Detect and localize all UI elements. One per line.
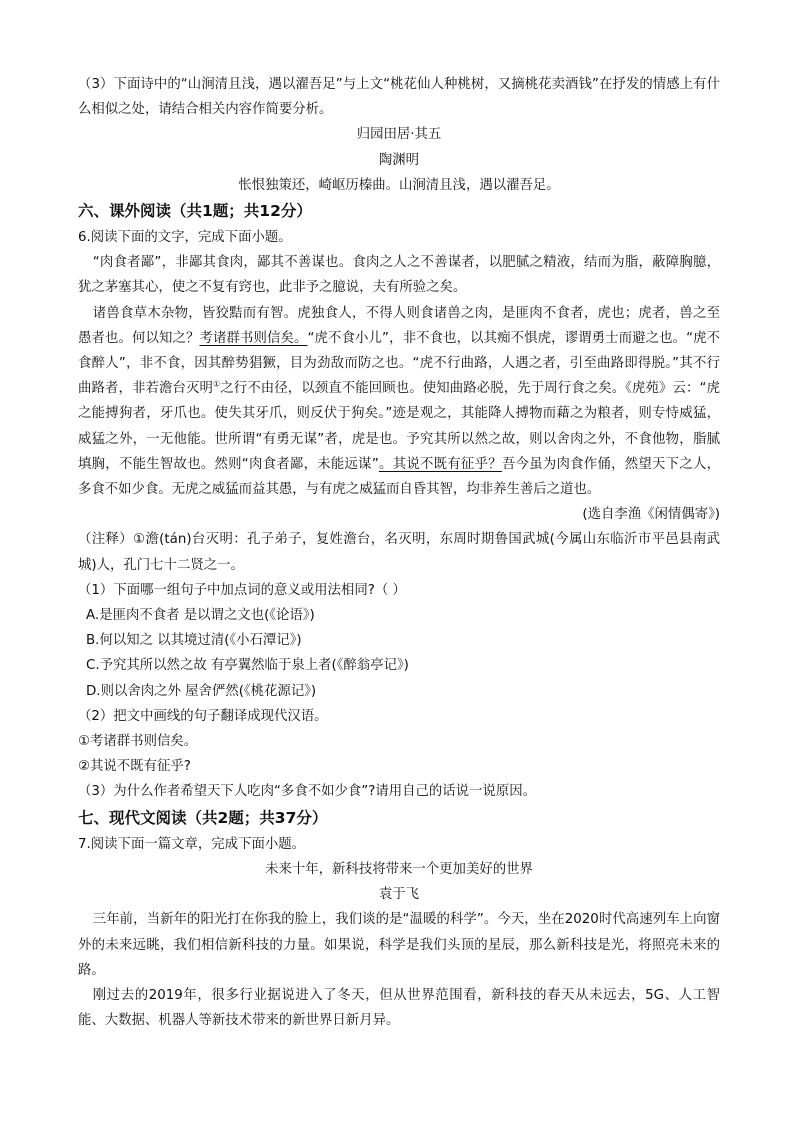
underlined-sentence-1: 考诸群书则信矣。 xyxy=(199,330,308,346)
question-2-item-2: ②其说不既有征乎? xyxy=(78,759,191,775)
option-c: C.予究其所以然之故 有亭翼然临于泉上者(《醉翁亭记》) xyxy=(86,658,409,674)
annotation: （注释）①澹(tán)台灭明：孔子弟子，复姓澹台，名灭明，东周时期鲁国武城(今属山东临沂市平邑县南武城)人，孔门七十二贤之一。 xyxy=(78,532,720,573)
question-2: （2）把文中画线的句子翻译成现代汉语。 xyxy=(78,708,328,724)
option-d: D.则以舍肉之外 屋舍俨然(《桃花源记》) xyxy=(86,683,317,699)
source-citation: (选自李渔《闲情偶寄》) xyxy=(582,507,720,523)
article-paragraph-1: 三年前，当新年的阳光打在你我的脸上，我们谈的是“温暖的科学”。今天，坐在2020时代高速列车上向窗外的未来远眺，我们相信新科技的力量。如果说，科学是我们头顶的星辰，那么新科技是光，将照亮未来的路。 xyxy=(78,912,720,978)
article-paragraph-2: 刚过去的2019年，很多行业据说进入了冬天，但从世界范围看，新科技的春天从未远去，5G、人工智能、大数据、机器人等新技术带来的新世界日新月异。 xyxy=(78,987,720,1029)
poem-author: 陶渊明 xyxy=(378,152,420,168)
poem-line: 怅恨独策还，崎岖历榛曲。山涧清且浅，遇以濯吾足。 xyxy=(238,177,560,193)
section-6-intro: 6.阅读下面的文字，完成下面小题。 xyxy=(78,230,292,246)
reading-paragraph-2 xyxy=(78,301,720,503)
reading-paragraph-1: “肉食者鄙”，非鄙其食肉，鄙其不善谋也。食肉之人之不善谋者，以肥腻之精液，结而为脂，蔽障胸臆，犹之茅塞其心，使之不复有窍也，此非予之臆说，夫有所验之矣。 xyxy=(78,255,720,296)
section-7-intro: 7.阅读下面一篇文章，完成下面小题。 xyxy=(78,836,306,852)
question-2-item-1: ①考诸群书则信矣。 xyxy=(78,734,198,750)
section-6-heading: 六、课外阅读（共1题；共12分） xyxy=(78,202,312,221)
option-b: B.何以知之 以其境过清(《小石潭记》) xyxy=(86,633,302,649)
question-3-prompt: （3）下面诗中的“山涧清且浅，遇以濯吾足”与上文“桃花仙人种桃树，又摘桃花卖酒钱”在抒发的情感上有什么相似之处，请结合相关内容作简要分析。 xyxy=(78,77,720,118)
paragraph-text: “虎不食小儿”，非不食也，以其痴不惧虎，谬谓勇士而避之也。“虎不食醉人”，非不食，因其醉势猖獗，目为劲敌而防之也。“虎不行曲路，人遇之者，引至曲路即得脱。”其不行曲路者，非若澹台灭明 xyxy=(78,330,721,397)
underlined-sentence-2: 。其说不既有征乎？ xyxy=(378,456,502,472)
question-1: （1）下面哪一组句子中加点词的意义或用法相同?（ ） xyxy=(78,582,406,598)
question-3: （3）为什么作者希望天下人吃肉“多食不如少食”?请用自己的话说一说原因。 xyxy=(78,784,536,800)
article-title: 未来十年，新科技将带来一个更加美好的世界 xyxy=(265,861,533,877)
document-page xyxy=(78,72,720,1033)
paragraph-text: 诸兽食草木杂物，皆狡黠而有智。虎独食人，不得人则食诸兽之肉，是匪肉不食者，虎也；虎者，兽之至愚者也。何以知之？ xyxy=(78,305,720,346)
article-author: 袁于飞 xyxy=(378,887,420,903)
poem-title: 归园田居·其五 xyxy=(356,127,442,143)
paragraph-text: 吾今虽为肉食作俑，然望天下之人，多食不如少食。无虎之威猛而益其愚，与有虎之威猛而自昏其智，均非养生善后之道也。 xyxy=(78,456,721,498)
section-7-heading: 七、现代文阅读（共2题；共37分） xyxy=(78,808,328,827)
option-a: A.是匪肉不食者 是以谓之文也(《论语》) xyxy=(86,608,315,624)
paragraph-text: 之行不由径，以颈直不能回顾也。使知曲路必脱，先于周行食之矣。《虎苑》云：“虎之能搏狗者，牙爪也。使失其牙爪，则反伏于狗矣。”迹是观之，其能降人搏物而藉之为粮者，则专恃威猛，威猛之外，一无他能。世所谓“有勇无谋”者，虎是也。予究其所以然之故，则以舍肉之外，不食他物，脂腻填胸，不能生智故也。然则“肉食者鄙，未能远谋” xyxy=(78,381,720,472)
footnote-marker: ① xyxy=(213,379,221,389)
